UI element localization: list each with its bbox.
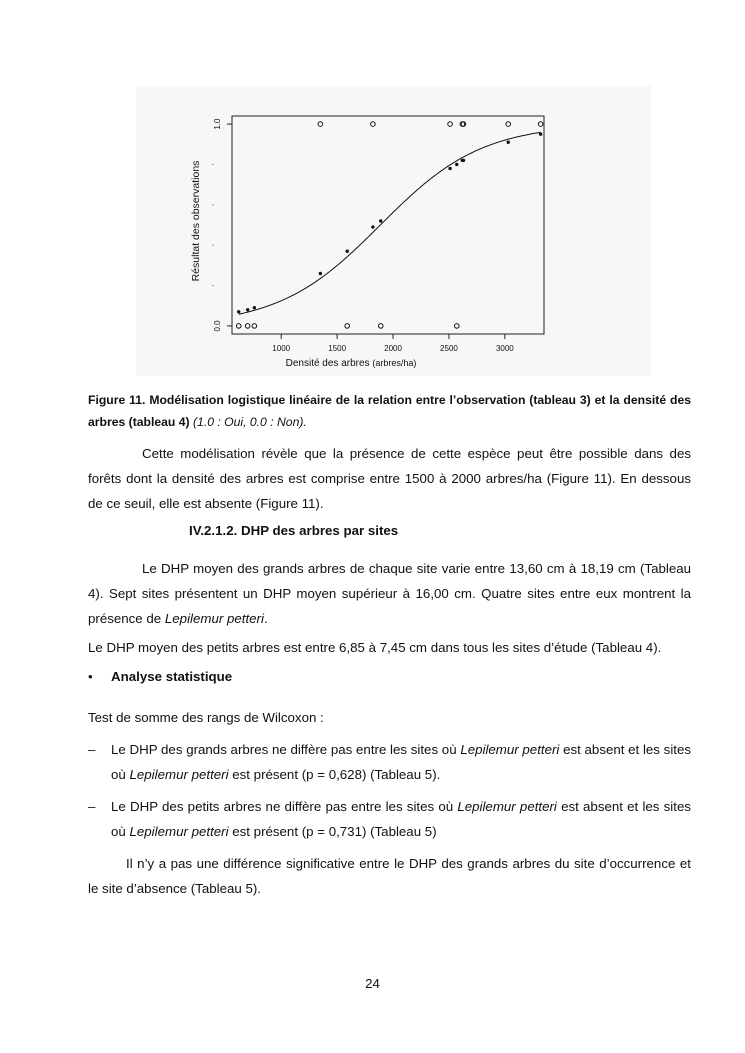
x-axis-label (286, 358, 417, 369)
paragraph-conclusion (88, 851, 691, 901)
caption-bold-text: Modélisation logistique linéaire de la relation entre l’observation (tableau 3) et la densité des arbres (tableau 4) (88, 393, 692, 429)
fitted-point (345, 250, 348, 253)
species-name: Lepilemur petteri (129, 767, 229, 782)
x-tick-label: 3000 (495, 344, 514, 353)
fitted-point (319, 272, 322, 275)
section-heading: IV.2.1.2. DHP des arbres par sites (189, 523, 399, 538)
species-name: Lepilemur petteri (457, 799, 557, 814)
dash-text: est absent et les sites où (111, 742, 692, 782)
species-name: Lepilemur petteri (164, 611, 264, 626)
x-tick-label: 1500 (328, 344, 347, 353)
dash-text: Le DHP des grands arbres ne diffère pas entre les sites où (111, 742, 461, 757)
paragraph-interpretation (88, 441, 691, 516)
paragraph-conclusion-text: Il n’y a pas une différence significative entre le DHP des grands arbres du site d’occurrence et le site d’absence (Tableau 5). (88, 856, 691, 896)
caption-italic-text: (1.0 : Oui, 0.0 : Non). (193, 415, 307, 429)
paragraph-dhp-grands-text: Le DHP moyen des grands arbres de chaque site varie entre 13,60 cm à 18,19 cm (Tableau 4). Sept sites présentent un DHP moyen supérieur à 16,00 cm. Quatre sites entre eux montrent la présence de (88, 561, 691, 626)
figure-11-chart (136, 86, 651, 376)
fitted-point (448, 167, 451, 170)
x-axis-label-main: Densité des arbres (285, 358, 370, 369)
x-tick-label: 2000 (384, 344, 402, 353)
dash-text: Le DHP des petits arbres ne diffère pas entre les sites où (111, 799, 458, 814)
fitted-point (462, 159, 465, 162)
dash-item-body (111, 794, 691, 844)
dash-text: est absent et les sites où (111, 799, 691, 839)
logistic-plot (136, 86, 651, 376)
y-axis-label: Résultat des observations (190, 160, 202, 282)
fitted-point (539, 132, 542, 135)
figure-caption (88, 389, 691, 433)
y-tick-label: 1.0 (213, 118, 222, 130)
paragraph-wilcoxon: Test de somme des rangs de Wilcoxon : (88, 710, 324, 725)
paragraph-dhp-grands (88, 556, 691, 631)
paragraph-dhp-petits: Le DHP moyen des petits arbres est entre 6,85 à 7,45 cm dans tous les sites d’étude (Tableau 4). (88, 640, 662, 655)
dash-text: est présent (p = 0,628) (Tableau 5). (228, 767, 441, 782)
fitted-point (379, 219, 382, 222)
species-name: Lepilemur petteri (129, 824, 229, 839)
dash-item-body (111, 737, 691, 787)
x-tick-label: 2500 (440, 344, 458, 353)
x-axis-label-unit: (arbres/ha) (372, 358, 417, 368)
species-name: Lepilemur petteri (460, 742, 560, 757)
dash-item-grands (88, 737, 691, 787)
fitted-point (237, 310, 240, 313)
bullet-item (88, 669, 232, 684)
dash-item-petits (88, 794, 691, 844)
fitted-point (371, 225, 374, 228)
y-tick-label: 0.0 (213, 320, 222, 332)
paragraph-dhp-grands-end: . (263, 611, 268, 626)
fitted-point (246, 308, 249, 311)
dash-symbol: – (88, 742, 96, 757)
fitted-point (253, 306, 256, 309)
caption-label: Figure 11. (88, 393, 146, 407)
fitted-point (455, 163, 458, 166)
dash-text: est présent (p = 0,731) (Tableau 5) (228, 824, 437, 839)
dash-symbol: – (88, 799, 96, 814)
fitted-point (507, 141, 510, 144)
bullet-symbol: • (88, 669, 93, 684)
x-tick-label: 1000 (272, 344, 291, 353)
page-number: 24 (365, 976, 380, 991)
paragraph-interpretation-text: Cette modélisation révèle que la présence de cette espèce peut être possible dans des forêts dont la densité des arbres est comprise entre 1500 à 2000 arbres/ha (Figure 11). En dessous de ce seuil, elle est absente (Figure 11). (88, 446, 691, 511)
bullet-text: Analyse statistique (111, 669, 233, 684)
